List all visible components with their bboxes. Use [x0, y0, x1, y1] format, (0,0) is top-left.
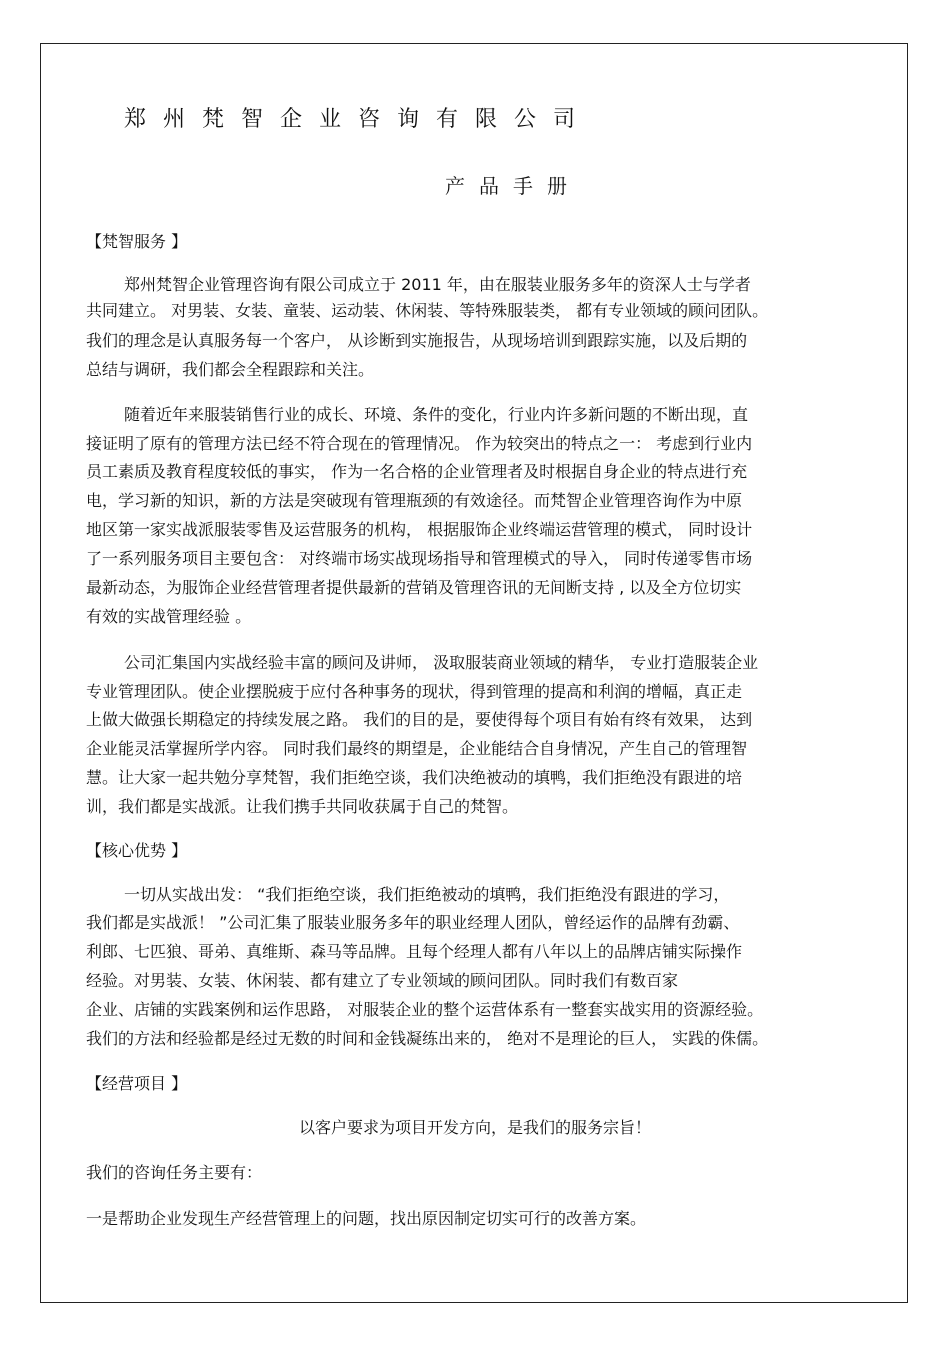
paragraph-line: 员工素质及教育程度较低的事实， 作为一名合格的企业管理者及时根据自身企业的特点进行充 — [86, 462, 748, 481]
paragraph-line: 专业管理团队。使企业摆脱疲于应付各种事务的现状，得到管理的提高和利润的增幅，真正走 — [86, 682, 743, 701]
section-heading-advantage: 【核心优势 】 — [86, 841, 188, 860]
paragraph-line: 利郎、七匹狼、哥弟、真维斯、森马等品牌。且每个经理人都有八年以上的品牌店铺实际操作 — [86, 942, 743, 961]
paragraph-line: 一切从实战出发： “我们拒绝空谈，我们拒绝被动的填鸭，我们拒绝没有跟进的学习， — [124, 885, 730, 904]
paragraph-line: 随着近年来服装销售行业的成长、环境、条件的变化，行业内许多新问题的不断出现，直 — [124, 405, 749, 424]
paragraph-line: 地区第一家实战派服装零售及运营服务的机构， 根据服饰企业终端运营管理的模式， 同时设计 — [86, 520, 753, 539]
paragraph-line: 训，我们都是实战派。让我们携手共同收获属于自己的梵智。 — [86, 797, 519, 816]
paragraph-line: 我们的方法和经验都是经过无数的时间和金钱凝练出来的， 绝对不是理论的巨人， 实践的侏儒。 — [86, 1029, 769, 1048]
paragraph-line: 上做大做强长期稳定的持续发展之路。 我们的目的是，要使得每个项目有始有终有效果， 达到 — [86, 710, 753, 729]
paragraph-line: 电，学习新的知识，新的方法是突破现有管理瓶颈的有效途径。而梵智企业管理咨询作为中原 — [86, 491, 743, 510]
paragraph-line: 有效的实战管理经验 。 — [86, 607, 252, 626]
paragraph-line: 共同建立。 对男装、女装、童装、运动装、休闲装、等特殊服装类， 都有专业领域的顾问团队。 — [86, 301, 769, 320]
paragraph-line: 郑州梵智企业管理咨询有限公司成立于 2011 年，由在服装业服务多年的资深人士与学者 — [124, 275, 751, 294]
company-name: 郑州梵智企业咨询有限公司 — [124, 107, 593, 132]
consulting-task-item: 一是帮助企业发现生产经营管理上的问题，找出原因制定切实可行的改善方案。 — [86, 1209, 647, 1228]
paragraph-line: 公司汇集国内实战经验丰富的顾问及讲师， 汲取服装商业领域的精华， 专业打造服装企业 — [124, 653, 759, 672]
paragraph-line: 我们都是实战派！ ”公司汇集了服装业服务多年的职业经理人团队，曾经运作的品牌有劲霸、 — [86, 913, 740, 932]
paragraph-line: 我们的理念是认真服务每一个客户， 从诊断到实施报告，从现场培训到跟踪实施，以及后期的 — [86, 331, 748, 350]
section-heading-projects: 【经营项目 】 — [86, 1074, 188, 1093]
paragraph-line: 慧。让大家一起共勉分享梵智，我们拒绝空谈，我们决绝被动的填鸭，我们拒绝没有跟进的培 — [86, 768, 743, 787]
paragraph-line: 总结与调研，我们都会全程跟踪和关注。 — [86, 360, 375, 379]
consulting-tasks-intro: 我们的咨询任务主要有： — [86, 1163, 263, 1182]
paragraph-line: 接证明了原有的管理方法已经不符合现在的管理情况。 作为较突出的特点之一： 考虑到行业内 — [86, 434, 753, 453]
paragraph-line: 最新动态，为服饰企业经营管理者提供最新的营销及管理咨讯的无间断支持 , 以及全方位切实 — [86, 578, 742, 597]
paragraph-line: 经验。对男装、女装、休闲装、都有建立了专业领域的顾问团队。同时我们有数百家 — [86, 971, 679, 990]
paragraph-line: 企业、店铺的实践案例和运作思路， 对服装企业的整个运营体系有一整套实战实用的资源经验。 — [86, 1000, 764, 1019]
service-motto: 以客户要求为项目开发方向，是我们的服务宗旨！ — [298, 1118, 651, 1137]
section-heading-service: 【梵智服务 】 — [86, 232, 188, 251]
paragraph-line: 企业能灵活掌握所学内容。 同时我们最终的期望是，企业能结合自身情况，产生自己的管理智 — [86, 739, 748, 758]
paragraph-line: 了一系列服务项目主要包含： 对终端市场实战现场指导和管理模式的导入， 同时传递零售市场 — [86, 549, 753, 568]
document-subtitle: 产品手册 — [445, 174, 581, 198]
